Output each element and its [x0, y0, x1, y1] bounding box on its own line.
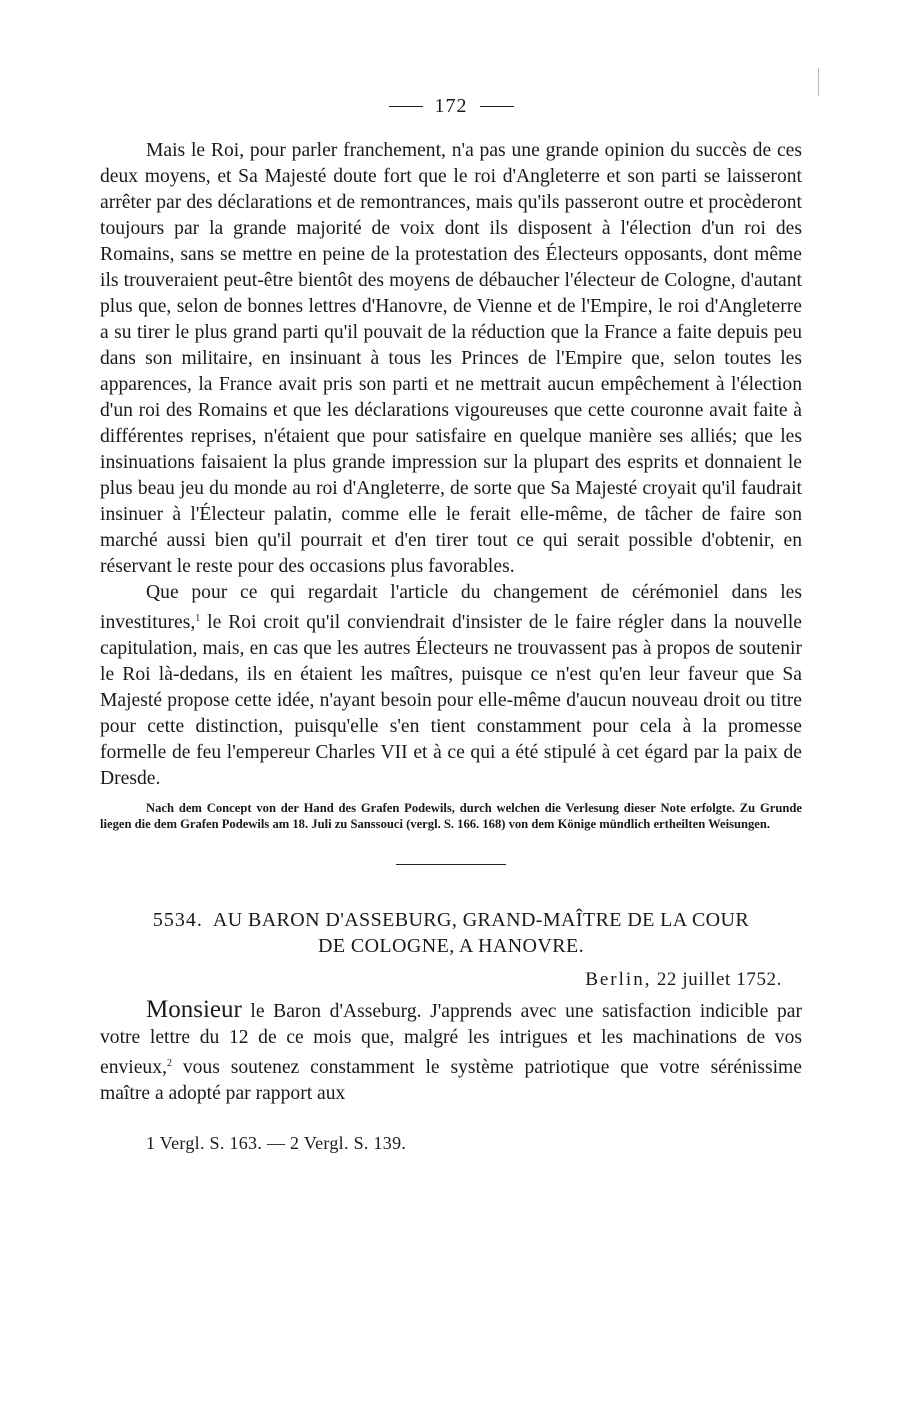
margin-mark [818, 68, 819, 96]
source-note: Nach dem Concept von der Hand des Grafen Podewils, durch welchen die Verlesung dieser Note erfolgte. Zu Grunde liegen die dem Grafen Podewils am 18. Juli zu Sanssouci (vergl. S. 166. 168) von dem Könige mündlich ertheilten Weisungen. [100, 801, 802, 831]
footnotes: 1 Vergl. S. 163. — 2 Vergl. S. 139. [146, 1133, 407, 1153]
letter-heading [100, 907, 802, 959]
letter-title-1: AU BARON D'ASSEBURG, GRAND-MAÎTRE DE LA COUR [212, 909, 750, 931]
header-dash-left [389, 106, 423, 107]
paragraph-2-end: le Roi croit qu'il conviendrait d'insister de le faire régler dans la nouvelle capitulation, mais, en cas que les autres Électeurs ne trouvassent pas à propos de soutenir le Roi là-dedans, ils en étaient les maîtres, puisque ce n'est qu'en leur faveur que Sa Majesté propose cette idée, n'ayant besoin pour elle-même d'aucun nouveau droit ou titre pour cette distinction, puisqu'elle s'en tient constamment pour cela à la promesse formelle de feu l'empereur Charles VII et à ce qui a été stipulé à cet égard par la paix de Dresde. [100, 612, 802, 789]
letter-salutation: Monsieur [146, 996, 242, 1023]
letter-body [100, 997, 802, 1107]
paragraph-2 [100, 580, 802, 792]
letter-number: 5534. [152, 909, 203, 931]
page-header [100, 88, 802, 124]
section-divider [396, 864, 506, 865]
letter-body-part-1: le Baron d'Asseburg. J'apprends avec une satisfaction indicible par votre lettre du 12 de ce mois que, malgré les intrigues et les machinations de vos envieux, [100, 1001, 802, 1078]
page-number: 172 [434, 94, 468, 117]
document-page [100, 88, 802, 1154]
letter-place: Berlin, [585, 969, 652, 990]
letter-heading-line-1 [100, 907, 802, 933]
footnote-ref-1: 1 [195, 613, 201, 624]
letter-date: 22 juillet 1752. [656, 969, 782, 990]
paragraph-1: Mais le Roi, pour parler franchement, n'a pas une grande opinion du succès de ces deux moyens, et Sa Majesté doute fort que le roi d'Angleterre et son parti se laisseront arrêter par des déclarations et de remontrances, mais qu'ils passeront outre et procèderont toujours par la grande majorité de voix dont ils disposent à l'élection d'un roi des Romains, sans se mettre en peine de la protestation des Électeurs opposants, dont même ils trouveraient peut-être bientôt des moyens de débaucher l'électeur de Cologne, d'autant plus que, selon de bonnes lettres d'Hanovre, de Vienne et de l'Empire, le roi d'Angleterre a su tirer le plus grand parti qu'il pouvait de la réduction que la France a faite depuis peu dans son militaire, en insinuant à tous les Princes de l'Empire que, selon toutes les apparences, la France avait pris son parti et ne mettrait aucun empêchement à l'élection d'un roi des Romains et que les déclarations vigoureuses que cette couronne avait faite à différentes reprises, n'étaient que pour satisfaire en quelque manière ses alliés; que les insinuations faisaient la plus grande impression sur la plupart des esprits et donnaient le plus beau jeu du monde au roi d'Angleterre, de sorte que Sa Majesté croyait qu'il faudrait insinuer à l'Électeur palatin, comme elle le ferait elle-même, de tâcher de faire son marché aussi bien qu'il pourrait et d'en tirer tout ce qui serait possible d'obtenir, en réservant le reste pour des occasions plus favorables. [100, 140, 802, 577]
header-dash-right [480, 106, 514, 107]
letter-body-part-2: vous soutenez constamment le système patriotique que votre sérénissime maître a adopté par rapport aux [100, 1057, 802, 1104]
letter-dateline [100, 969, 782, 991]
footnote-ref-2: 2 [166, 1058, 172, 1069]
paragraph-2-start: Que pour ce qui regardait l'article du changement de cérémoniel dans les investitures, [100, 582, 802, 633]
letter-title-2: DE COLOGNE, A HANOVRE. [317, 935, 585, 957]
